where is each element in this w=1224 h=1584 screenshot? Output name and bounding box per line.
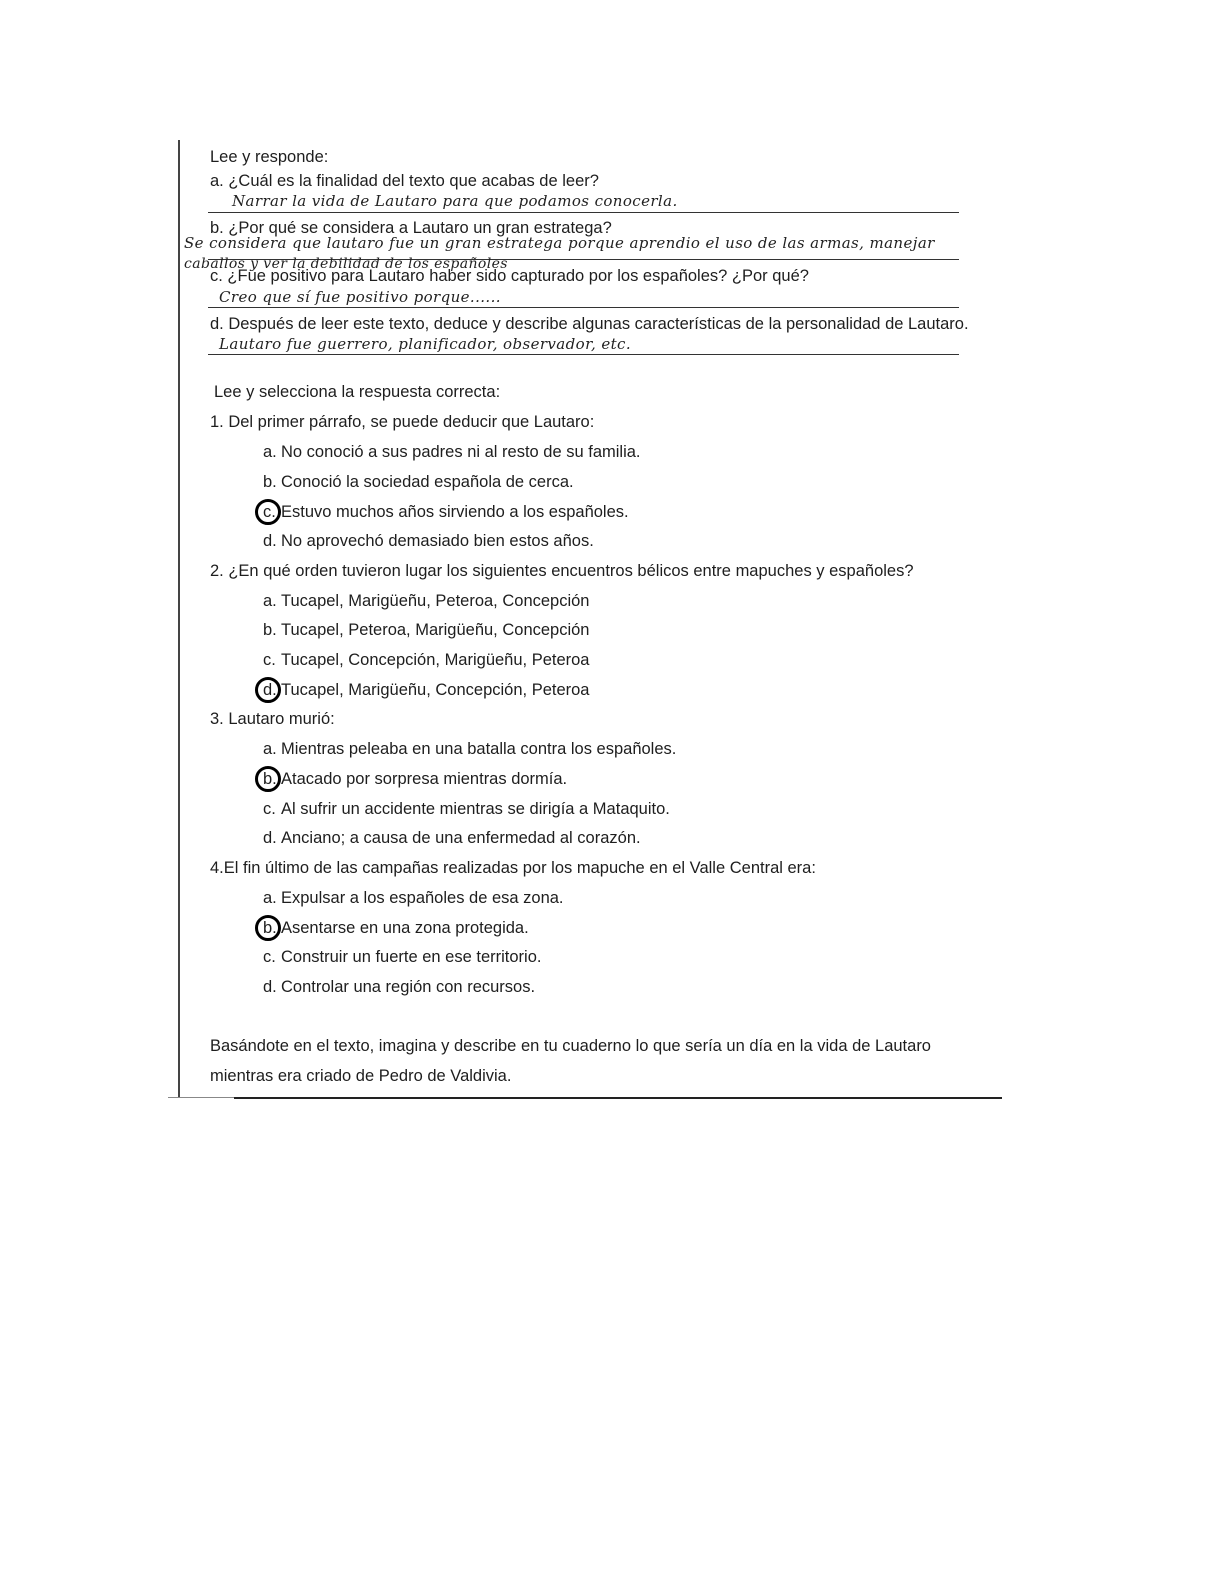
mc-question-2: 2. ¿En qué orden tuvieron lugar los siguientes encuentros bélicos entre mapuches y españoles? (210, 562, 914, 580)
final-task-line1: Basándote en el texto, imagina y describe en tu cuaderno lo que sería un día en la vida de Lautaro (210, 1037, 931, 1055)
mc-q2-option-c[interactable]: c. Tucapel, Concepción, Marigüeñu, Peteroa (263, 651, 590, 669)
question-d-answer[interactable]: Lautaro fue guerrero, planificador, observador, etc. (219, 335, 632, 353)
mc-q3-option-a[interactable]: a. Mientras peleaba en una batalla contra los españoles. (263, 740, 677, 758)
selection-circle (255, 677, 281, 703)
question-b-prompt: b. ¿Por qué se considera a Lautaro un gran estratega? (210, 219, 612, 237)
question-a-prompt: a. ¿Cuál es la finalidad del texto que acabas de leer? (210, 172, 599, 190)
section1-heading: Lee y responde: (210, 148, 329, 166)
answer-line (208, 212, 959, 213)
mc-q1-option-c[interactable]: c. Estuvo muchos años sirviendo a los españoles. (263, 502, 629, 522)
mc-question-1: 1. Del primer párrafo, se puede deducir que Lautaro: (210, 413, 595, 431)
question-b-answer-line2[interactable]: caballos y ver la debilidad de los españoles (184, 256, 508, 272)
question-c-prompt: c. ¿Fue positivo para Lautaro haber sido capturado por los españoles? ¿Por qué? (210, 267, 809, 285)
final-task-line2: mientras era criado de Pedro de Valdivia. (210, 1067, 512, 1085)
selection-circle (255, 499, 281, 525)
mc-q4-option-b[interactable]: b. Asentarse en una zona protegida. (263, 918, 529, 938)
selection-circle (255, 915, 281, 941)
mc-q2-option-b[interactable]: b. Tucapel, Peteroa, Marigüeñu, Concepción (263, 621, 590, 639)
left-margin-line (178, 140, 180, 1098)
mc-question-4: 4.El fin último de las campañas realizadas por los mapuche en el Valle Central era: (210, 859, 816, 877)
mc-q4-option-d[interactable]: d. Controlar una región con recursos. (263, 978, 536, 996)
question-a-answer[interactable]: Narrar la vida de Lautaro para que podamos conocerla. (232, 192, 678, 210)
mc-q4-option-c[interactable]: c. Construir un fuerte en ese territorio. (263, 948, 542, 966)
question-c-answer[interactable]: Creo que sí fue positivo porque...... (219, 288, 501, 306)
question-d-prompt: d. Después de leer este texto, deduce y describe algunas características de la personalidad de Lautaro. (210, 315, 969, 333)
answer-line (208, 307, 959, 308)
question-b-answer-line1[interactable]: Se considera que lautaro fue un gran estratega porque aprendio el uso de las armas, manejar (184, 234, 935, 252)
mc-q2-option-a[interactable]: a. Tucapel, Marigüeñu, Peteroa, Concepción (263, 592, 590, 610)
bottom-rule (234, 1097, 1002, 1099)
selection-circle (255, 766, 281, 792)
bottom-rule-left (168, 1097, 234, 1098)
mc-q1-option-b[interactable]: b. Conoció la sociedad española de cerca. (263, 473, 574, 491)
mc-q1-option-d[interactable]: d. No aprovechó demasiado bien estos años. (263, 532, 594, 550)
mc-question-3: 3. Lautaro murió: (210, 710, 335, 728)
answer-line (208, 354, 959, 355)
mc-q3-option-b[interactable]: b. Atacado por sorpresa mientras dormía. (263, 769, 567, 789)
mc-q3-option-d[interactable]: d. Anciano; a causa de una enfermedad al corazón. (263, 829, 641, 847)
mc-q2-option-d[interactable]: d. Tucapel, Marigüeñu, Concepción, Peteroa (263, 680, 590, 700)
mc-q1-option-a[interactable]: a. No conoció a sus padres ni al resto de su familia. (263, 443, 641, 461)
section2-heading: Lee y selecciona la respuesta correcta: (214, 383, 501, 401)
mc-q4-option-a[interactable]: a. Expulsar a los españoles de esa zona. (263, 889, 564, 907)
mc-q3-option-c[interactable]: c. Al sufrir un accidente mientras se dirigía a Mataquito. (263, 800, 670, 818)
